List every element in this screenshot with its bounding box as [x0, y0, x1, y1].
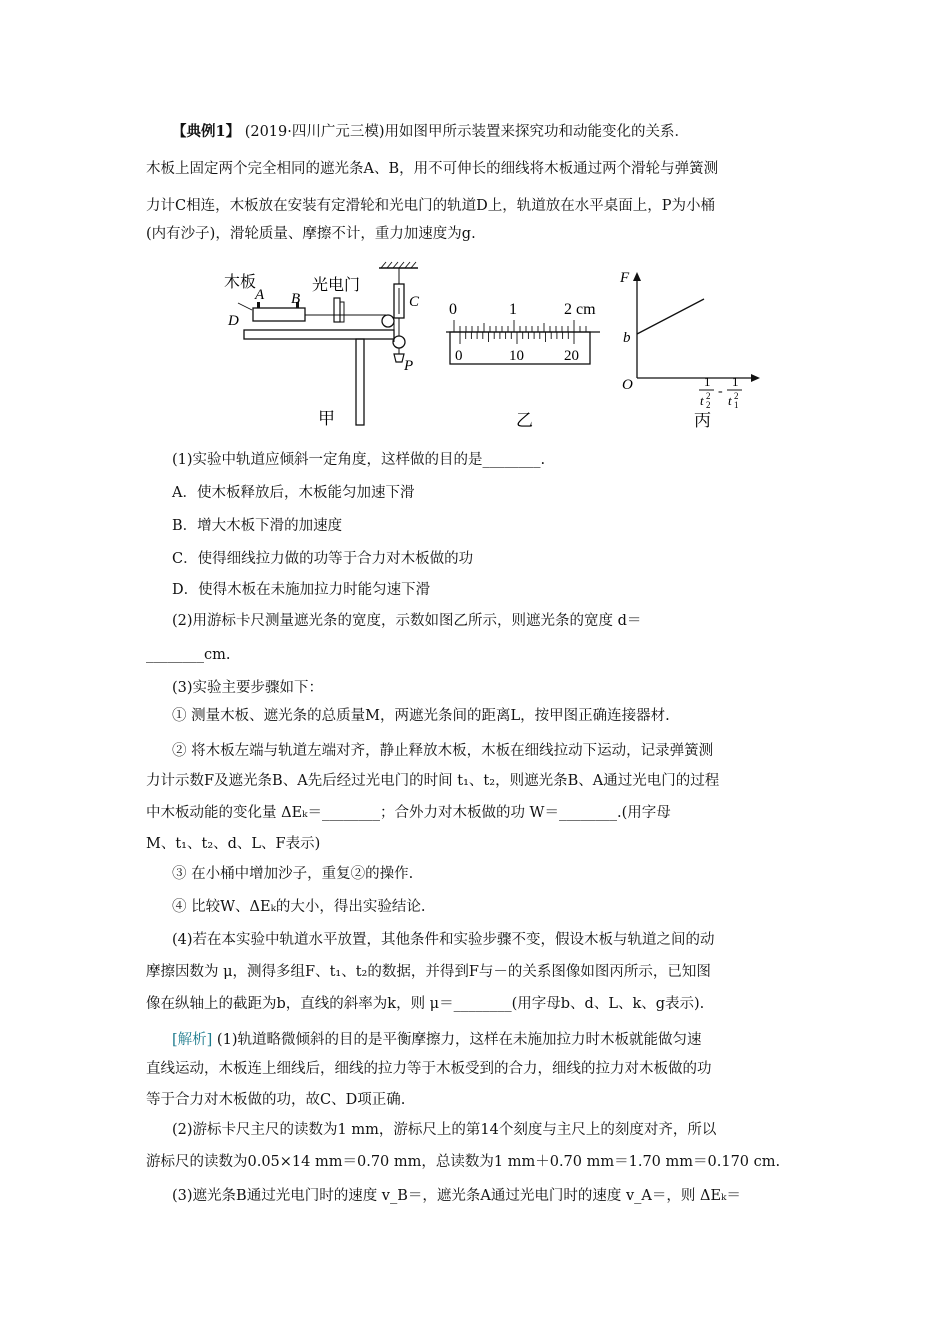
analysis-p2a: (2)游标卡尺主尺的读数为1 mm，游标尺上的第14个刻度与主尺上的刻度对齐，所以	[172, 1122, 717, 1138]
example-tag: 【典例1】	[172, 123, 241, 140]
x-axis-arrow	[751, 374, 760, 382]
label-B: B	[291, 291, 301, 307]
xlabel-num-b: 1	[732, 374, 739, 389]
label-board: 木板	[224, 274, 257, 291]
q3-step-3: ③ 在小桶中增加沙子，重复②的操作.	[172, 866, 414, 882]
vernier-tick-10: 10	[509, 348, 524, 364]
fit-line	[637, 299, 704, 334]
main-tick-1: 1	[509, 301, 517, 318]
q1-option-c: C．使得细线拉力做的功等于合力对木板做的功	[172, 551, 474, 567]
analysis-p3: (3)遮光条B通过光电门时的速度 v_B＝，遮光条A通过光电门时的速度 v_A＝，则 ΔEₖ＝	[172, 1188, 741, 1204]
xlabel-num-a: 1	[704, 374, 711, 389]
vernier-ticks	[460, 332, 574, 344]
q3-step-1: ① 测量木板、遮光条的总质量M，两遮光条间的距离L，按甲图正确连接器材.	[172, 708, 670, 724]
caption-yi: 乙	[516, 411, 533, 430]
main-tick-0: 0	[449, 301, 457, 318]
vernier-tick-20: 20	[564, 348, 579, 364]
svg-text:2: 2	[706, 400, 711, 410]
q3-stem: (3)实验主要步骤如下：	[172, 680, 324, 696]
y-axis-arrow	[633, 272, 641, 281]
analysis-tag: [解析]	[172, 1032, 213, 1048]
q3-step-2d: M、t₁、t₂、d、L、F表示)	[146, 836, 321, 852]
q3-step-2a: ② 将木板左端与轨道左端对齐，静止释放木板，木板在细线拉动下运动，记录弹簧测	[172, 743, 714, 759]
track-D	[244, 330, 394, 339]
figure-jia	[224, 262, 420, 425]
main-tick-2: 2 cm	[564, 301, 596, 318]
xlabel-minus: -	[718, 384, 723, 399]
q2-line-2: ________cm.	[146, 647, 231, 663]
xlabel-den-a: t	[700, 393, 704, 408]
label-O: O	[622, 377, 633, 393]
intro-line-1: 【典例1】 (2019·四川广元三模)用如图甲所示装置来探究功和动能变化的关系．	[172, 123, 690, 140]
intro-line-4: (内有沙子)，滑轮质量、摩擦不计，重力加速度为g.	[146, 226, 476, 242]
figure-yi	[446, 301, 600, 364]
q1-option-d: D．使得木板在未施加拉力时能匀速下滑	[172, 582, 431, 598]
xlabel-den-b: t	[728, 393, 732, 408]
caption-jia: 甲	[318, 409, 335, 428]
main-scale-ticks	[454, 320, 586, 332]
analysis-p1c: 等于合力对木板做的功，故C、D项正确.	[146, 1092, 406, 1108]
wooden-board	[253, 308, 305, 321]
q4-line-3: 像在纵轴上的截距为b，直线的斜率为k，则 μ＝________(用字母b、d、L、k、g表示).	[146, 996, 705, 1012]
figure-svg	[218, 258, 778, 438]
q4-line-1: (4)若在本实验中轨道水平放置，其他条件和实验步骤不变，假设木板与轨道之间的动	[172, 932, 715, 948]
svg-text:2: 2	[706, 391, 711, 401]
fixed-pulley	[382, 315, 394, 327]
experiment-figure	[218, 258, 778, 438]
q1-option-b: B．增大木板下滑的加速度	[172, 518, 343, 534]
label-C: C	[409, 294, 420, 310]
caption-bing: 丙	[694, 411, 711, 430]
q4-line-2: 摩擦因数为 μ，测得多组F、t₁、t₂的数据，并得到F与－的关系图像如图丙所示，已知图	[146, 964, 711, 980]
q3-step-2b: 力计示数F及遮光条B、A先后经过光电门的时间 t₁、t₂，则遮光条B、A通过光电门的过程	[146, 773, 720, 789]
analysis-p1a: [解析] (1)轨道略微倾斜的目的是平衡摩擦力，这样在未施加拉力时木板就能做匀速	[172, 1032, 702, 1048]
q1-stem: (1)实验中轨道应倾斜一定角度，这样做的目的是________.	[172, 452, 546, 468]
intro-line-3: 力计C相连，木板放在安装有定滑轮和光电门的轨道D上，轨道放在水平桌面上，P为小桶	[146, 198, 715, 214]
svg-text:1: 1	[734, 400, 739, 410]
analysis-p2b: 游标尺的读数为0.05×14 mm＝0.70 mm，总读数为1 mm＋0.70 mm＝1.70 mm＝0.170 cm.	[146, 1154, 781, 1170]
q3-step-2c: 中木板动能的变化量 ΔEₖ＝________；合外力对木板做的功 W＝________.(用字母	[146, 805, 671, 821]
label-A: A	[255, 287, 265, 303]
label-D: D	[228, 313, 239, 329]
label-photogate: 光电门	[312, 277, 361, 294]
q2-line-1: (2)用游标卡尺测量遮光条的宽度，示数如图乙所示，则遮光条的宽度 d＝	[172, 613, 642, 629]
intro-line-2: 木板上固定两个完全相同的遮光条A、B，用不可伸长的细线将木板通过两个滑轮与弹簧测	[146, 161, 719, 177]
bucket-P	[394, 354, 404, 362]
label-F: F	[620, 270, 630, 286]
analysis-p1b: 直线运动，木板连上细线后，细线的拉力等于木板受到的合力，细线的拉力对木板做的功	[146, 1061, 712, 1077]
figure-bing	[619, 270, 760, 410]
svg-text:2: 2	[734, 391, 739, 401]
label-b: b	[623, 330, 631, 346]
q3-step-4: ④ 比较W、ΔEₖ的大小，得出实验结论.	[172, 899, 426, 915]
label-P: P	[404, 358, 414, 374]
q1-option-a: A．使木板释放后，木板能匀加速下滑	[172, 485, 415, 501]
movable-pulley	[393, 336, 405, 348]
photogate	[334, 298, 340, 322]
vernier-tick-0: 0	[455, 348, 463, 364]
table-leg	[356, 339, 364, 425]
